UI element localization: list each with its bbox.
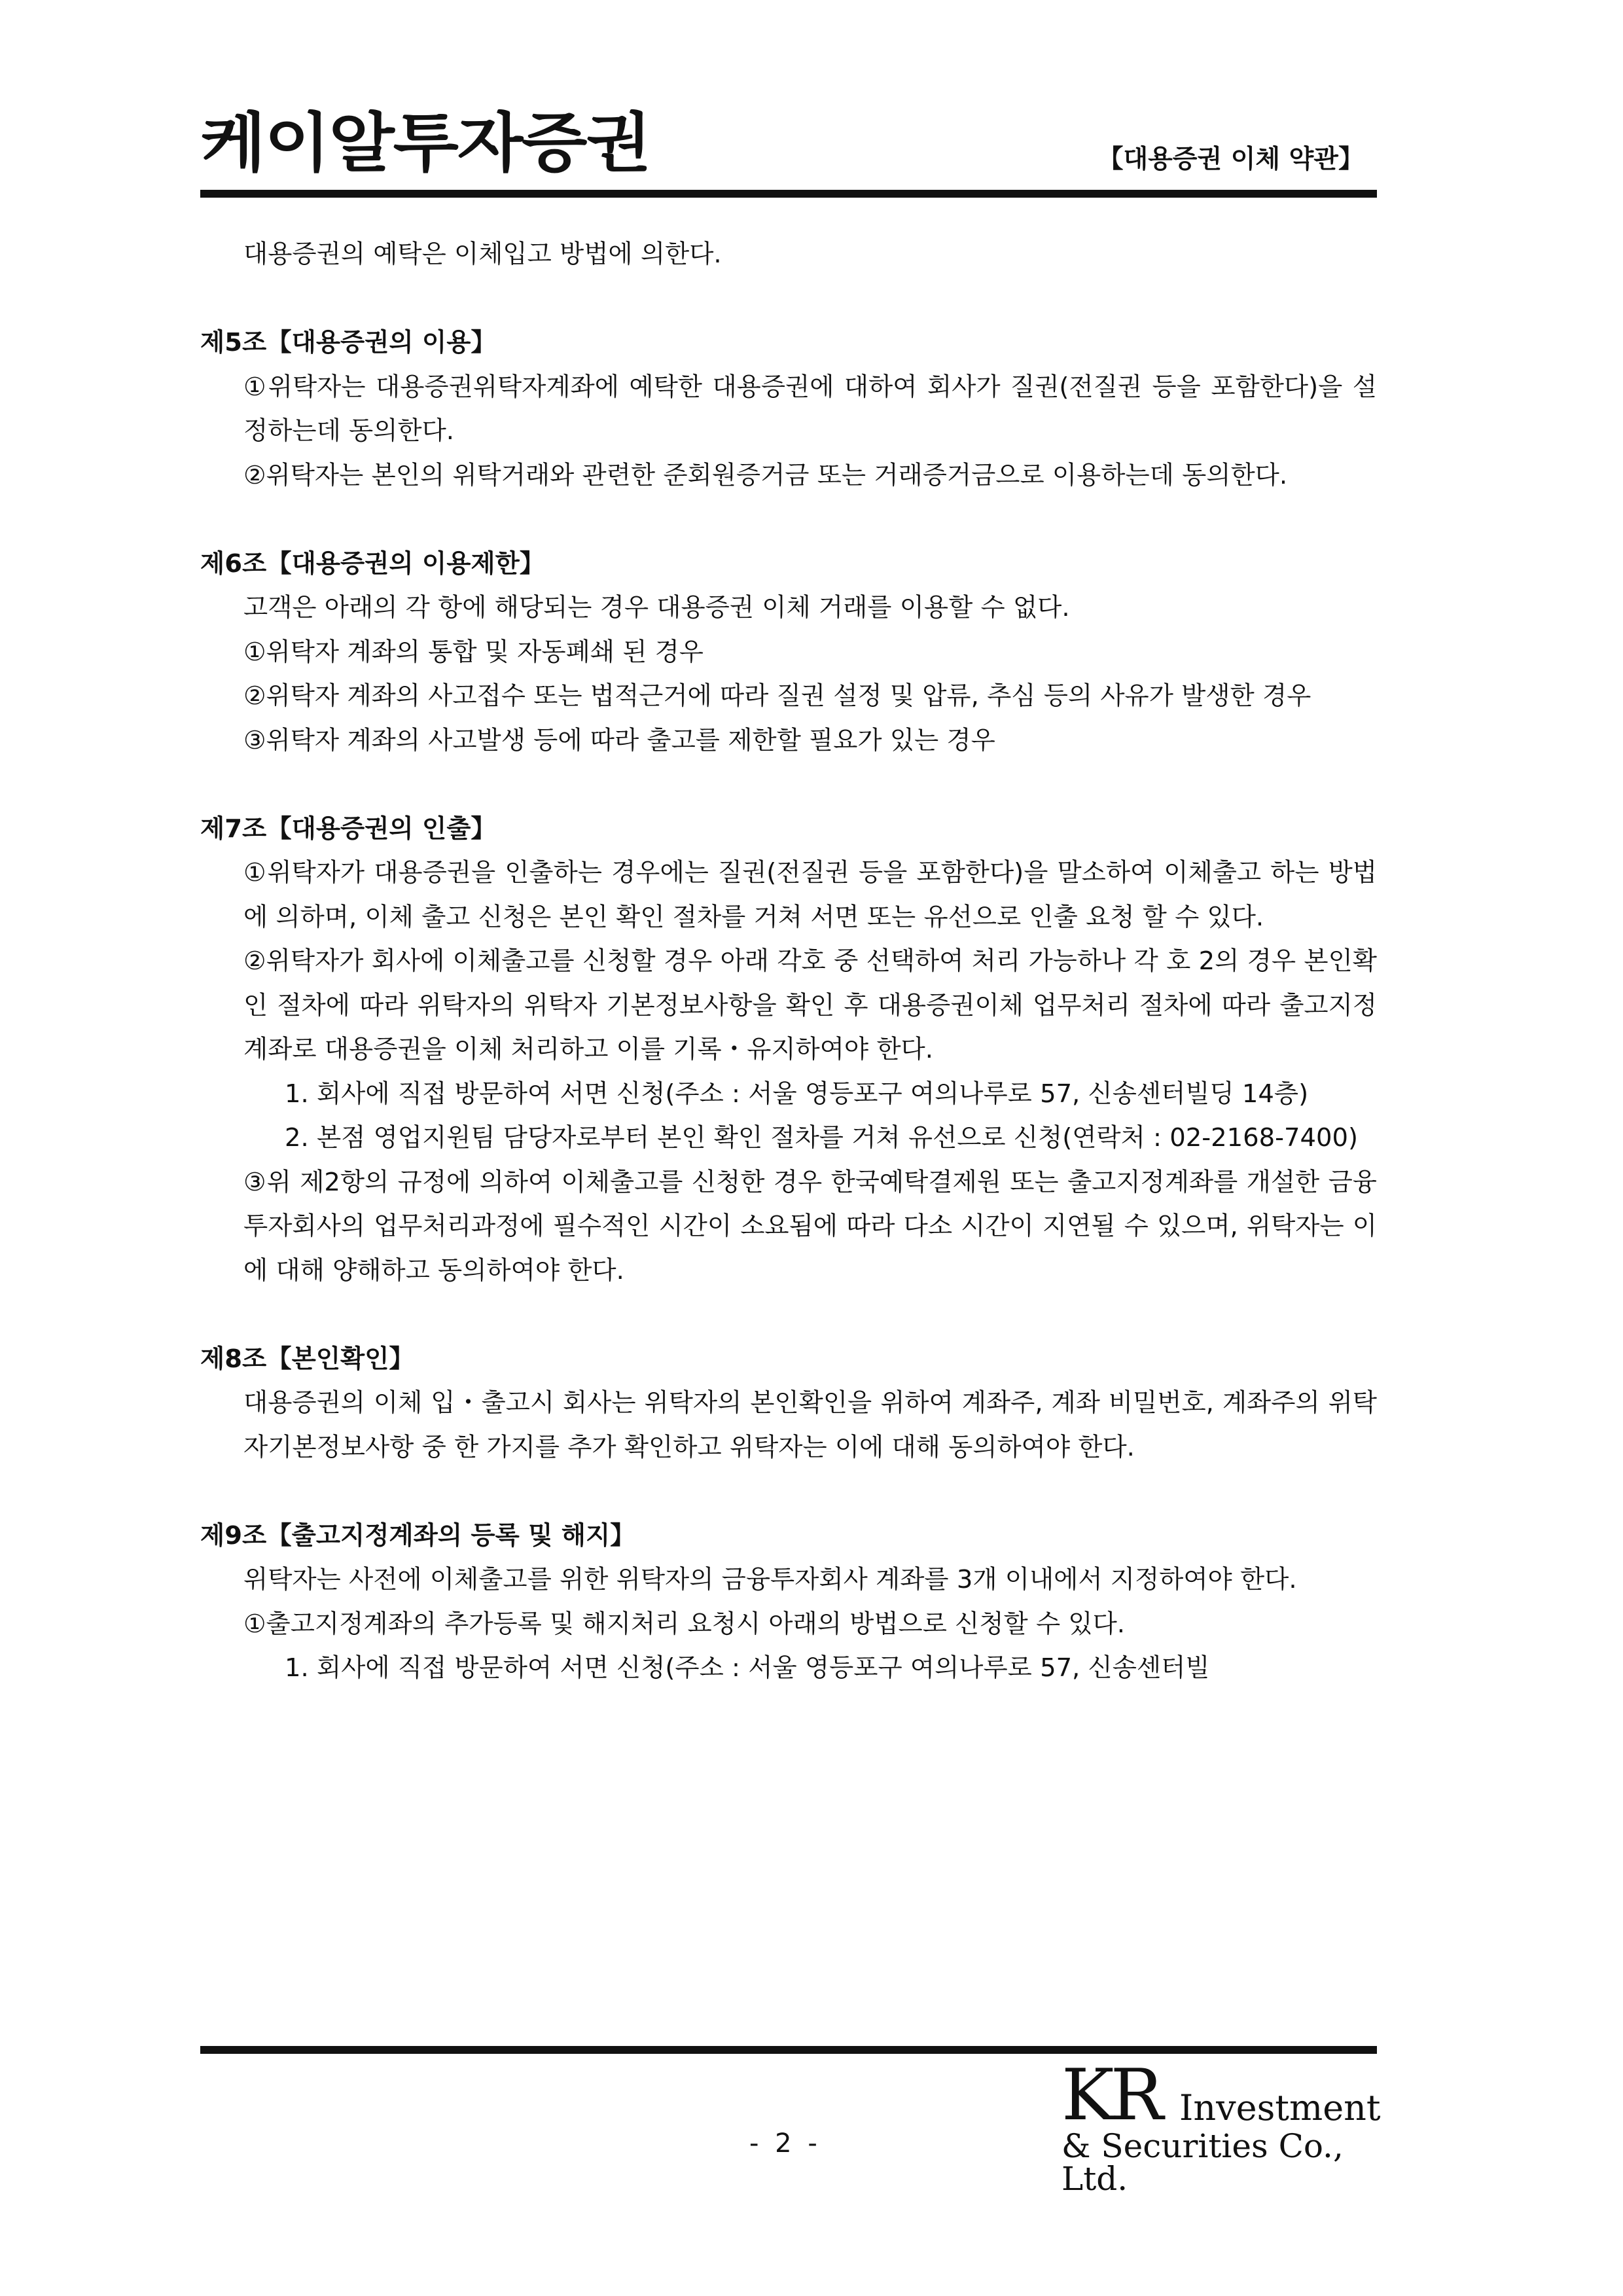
article-5-heading: 제5조【대용증권의 이용】	[200, 328, 496, 357]
footer-divider	[200, 2046, 1377, 2054]
article-6-clause-3: ③위탁자 계좌의 사고발생 등에 따라 출고를 제한할 필요가 있는 경우	[243, 725, 995, 755]
article-5-clause-2: ②위탁자는 본인의 위탁거래와 관련한 준회원증거금 또는 거래증거금으로 이용하는데 동의한다.	[243, 460, 1288, 490]
article-7-item-2: 2. 본점 영업지원팀 담당자로부터 본인 확인 절차를 거쳐 유선으로 신청(연락처 : 02-2168-7400)	[285, 1123, 1359, 1153]
document-label: 【대용증권 이체 약관】	[1097, 145, 1364, 174]
company-logo	[1061, 2054, 1381, 2198]
article-8-clause-1: 대용증권의 이체 입・출고시 회사는 위탁자의 본인확인을 위하여 계좌주, 계좌 비밀번호, 계좌주의 위탁자기본정보사항 중 한 가지를 추가 확인하고 위탁자는 이에 대해 동의하여야 한다.	[243, 1388, 1377, 1462]
terms-body	[200, 232, 1377, 1691]
article-6-lead: 고객은 아래의 각 항에 해당되는 경우 대용증권 이체 거래를 이용할 수 없다.	[243, 593, 1070, 622]
article-5-clause-1: ①위탁자는 대용증권위탁자계좌에 예탁한 대용증권에 대하여 회사가 질권(전질권 등을 포함한다)을 설정하는데 동의한다.	[243, 372, 1377, 446]
article-6-clause-2: ②위탁자 계좌의 사고접수 또는 법적근거에 따라 질권 설정 및 압류, 추심 등의 사유가 발생한 경우	[243, 681, 1311, 711]
article-6-clause-1: ①위탁자 계좌의 통합 및 자동폐쇄 된 경우	[243, 637, 704, 667]
article-9-clause-1: ①출고지정계좌의 추가등록 및 해지처리 요청시 아래의 방법으로 신청할 수 있다.	[243, 1609, 1126, 1639]
company-name-title: 케이알투자증권	[200, 106, 651, 181]
logo-kr-text: KR	[1061, 2054, 1160, 2136]
intro-paragraph: 대용증권의 예탁은 이체입고 방법에 의한다.	[243, 240, 722, 269]
header-divider	[200, 190, 1377, 198]
article-7-clause-3: ③위 제2항의 규정에 의하여 이체출고를 신청한 경우 한국예탁결제원 또는 출고지정계좌를 개설한 금융투자회사의 업무처리과정에 필수적인 시간이 소요됨에 따라 다소 시간이 지연될 수 있으며, 위탁자는 이에 대해 양해하고 동의하여야 한다.	[243, 1167, 1377, 1285]
logo-securities-text: & Securities Co., Ltd.	[1061, 2127, 1344, 2198]
logo-investment-text: Investment	[1179, 2087, 1381, 2128]
article-7-clause-1: ①위탁자가 대용증권을 인출하는 경우에는 질권(전질권 등을 포함한다)을 말소하여 이체출고 하는 방법에 의하며, 이체 출고 신청은 본인 확인 절차를 거쳐 서면 또는 유선으로 인출 요청 할 수 있다.	[243, 858, 1377, 932]
article-7-heading: 제7조【대용증권의 인출】	[200, 814, 496, 844]
page-number: - 2 -	[749, 2128, 821, 2159]
article-7-item-1: 1. 회사에 직접 방문하여 서면 신청(주소 : 서울 영등포구 여의나루로 57, 신송센터빌딩 14층)	[285, 1079, 1309, 1109]
article-9-heading: 제9조【출고지정계좌의 등록 및 해지】	[200, 1520, 635, 1551]
article-7-clause-2: ②위탁자가 회사에 이체출고를 신청할 경우 아래 각호 중 선택하여 처리 가능하나 각 호 2의 경우 본인확인 절차에 따라 위탁자의 위탁자 기본정보사항을 확인 후 대용증권이체 업무처리 절차에 따라 출고지정계좌로 대용증권을 이체 처리하고 이를 기록・유지하여야 한다.	[243, 946, 1377, 1064]
article-8-heading: 제8조【본인확인】	[200, 1344, 414, 1374]
article-9-item-1: 1. 회사에 직접 방문하여 서면 신청(주소 : 서울 영등포구 여의나루로 57, 신송센터빌	[285, 1653, 1210, 1683]
article-6-heading: 제6조【대용증권의 이용제한】	[200, 548, 545, 579]
article-9-lead: 위탁자는 사전에 이체출고를 위한 위탁자의 금융투자회사 계좌를 3개 이내에서 지정하여야 한다.	[243, 1565, 1297, 1594]
